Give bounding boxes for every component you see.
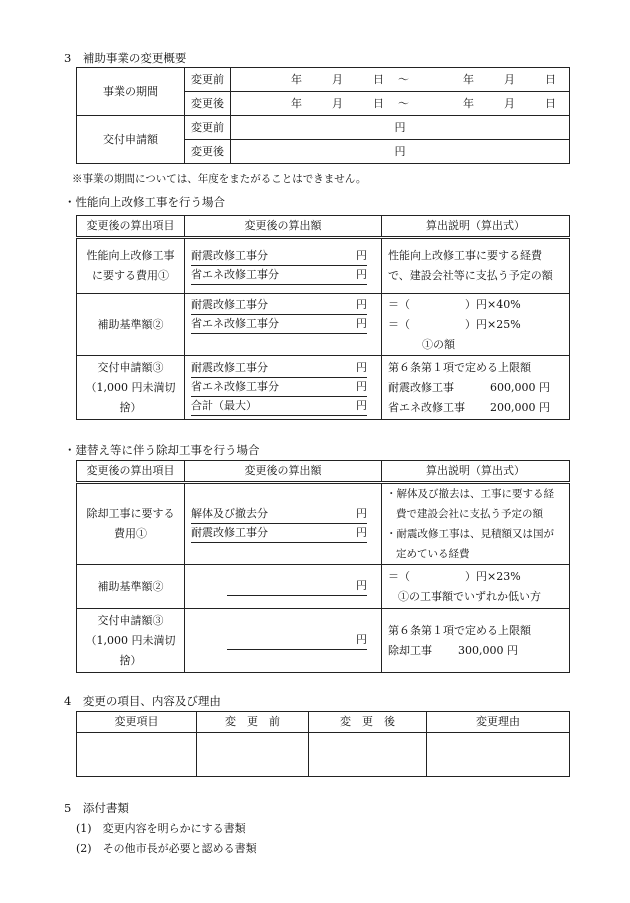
explanation-line: ・解体及び撤去は、工事に要する経 bbox=[386, 488, 554, 500]
label-line: 除却工事に要する bbox=[86, 507, 175, 520]
formula-40: ＝（ ）円×40% bbox=[388, 297, 521, 311]
limit-title: 第６条第１項で定める上限額 bbox=[388, 623, 531, 637]
label-line: （1,000 円未満切 bbox=[85, 633, 176, 647]
yen-unit: 円 bbox=[356, 249, 367, 262]
limit-demolition-label: 除却工事 bbox=[388, 643, 432, 657]
row-cost-amounts bbox=[185, 238, 382, 294]
demolition-label: 解体及び撤去分 bbox=[191, 507, 268, 520]
demolition-table bbox=[76, 460, 570, 673]
col-header-amount: 変更後の算出額 bbox=[185, 216, 382, 238]
yen-unit: 円 bbox=[356, 380, 367, 393]
before-label: 変更前 bbox=[185, 68, 231, 92]
attachment-item-1: (1) 変更内容を明らかにする書類 bbox=[76, 822, 246, 835]
row-standard-amounts bbox=[185, 294, 382, 356]
after-cell[interactable] bbox=[309, 733, 427, 777]
day-unit: 日 bbox=[373, 96, 384, 110]
limit-title: 第６条第１項で定める上限額 bbox=[388, 360, 531, 374]
col-header-item: 変更後の算出項目 bbox=[77, 461, 185, 483]
yen-unit: 円 bbox=[356, 526, 367, 539]
row-demolition-label bbox=[77, 483, 185, 565]
limit-seismic-label: 耐震改修工事 bbox=[388, 380, 454, 394]
col-header-change-item: 変更項目 bbox=[77, 712, 197, 733]
label-line: （1,000 円未満切 bbox=[85, 380, 176, 394]
yen-unit: 円 bbox=[356, 633, 367, 646]
seismic-label: 耐震改修工事分 bbox=[191, 249, 268, 262]
period-label: 事業の期間 bbox=[77, 68, 185, 116]
limit-seismic-value: 600,000 円 bbox=[490, 380, 550, 394]
col-header-reason: 変更理由 bbox=[427, 712, 570, 733]
energy-label: 省エネ改修工事分 bbox=[191, 316, 279, 330]
section-4-title: 4 変更の項目、内容及び理由 bbox=[64, 694, 221, 708]
limit-energy-value: 200,000 円 bbox=[490, 400, 550, 414]
year-unit: 年 bbox=[291, 96, 302, 110]
month-unit: 月 bbox=[332, 72, 343, 86]
explanation-line: 性能向上改修工事に要する経費 bbox=[388, 249, 542, 262]
year-unit: 年 bbox=[463, 96, 474, 110]
label-line: 性能向上改修工事 bbox=[86, 249, 175, 262]
col-header-item: 変更後の算出項目 bbox=[77, 216, 185, 238]
attachment-item-2: (2) その他市長が必要と認める書類 bbox=[76, 842, 257, 855]
col-header-explanation: 算出説明（算出式） bbox=[382, 216, 570, 238]
row-demolition-explanation bbox=[382, 483, 570, 565]
change-items-table bbox=[76, 711, 570, 777]
before-cell[interactable] bbox=[197, 733, 309, 777]
row-cost-label bbox=[77, 238, 185, 294]
before-label: 変更前 bbox=[185, 116, 231, 140]
explanation-line: 定めている経費 bbox=[396, 548, 470, 560]
after-label: 変更後 bbox=[185, 140, 231, 164]
yen-unit: 円 bbox=[356, 361, 367, 374]
tilde: ～ bbox=[398, 96, 409, 110]
section-5-title: 5 添付書類 bbox=[64, 801, 129, 815]
label-line: に要する費用① bbox=[92, 269, 169, 282]
col-header-explanation: 算出説明（算出式） bbox=[382, 461, 570, 483]
explanation-line: で、建設会社等に支払う予定の額 bbox=[388, 269, 553, 282]
label-line: 交付申請額③ bbox=[97, 613, 164, 627]
yen-unit: 円 bbox=[356, 297, 367, 311]
yen-unit: 円 bbox=[356, 579, 367, 592]
formula-23: ＝（ ）円×23% bbox=[388, 569, 521, 583]
row-standard-label: 補助基準額② bbox=[77, 294, 185, 356]
label-line: 捨） bbox=[119, 400, 142, 414]
performance-table bbox=[76, 215, 570, 420]
row-application-amount bbox=[185, 609, 382, 673]
formula-note: ①の額 bbox=[422, 337, 455, 351]
period-after-dates bbox=[231, 92, 570, 116]
year-unit: 年 bbox=[291, 72, 302, 86]
seismic-label: 耐震改修工事分 bbox=[191, 361, 268, 374]
section-3-title: 3 補助事業の変更概要 bbox=[64, 51, 187, 65]
row-standard-amount bbox=[185, 565, 382, 609]
yen-unit: 円 bbox=[356, 316, 367, 330]
label-line: 交付申請額③ bbox=[97, 360, 164, 374]
tilde: ～ bbox=[398, 72, 409, 86]
row-standard-explanation bbox=[382, 565, 570, 609]
energy-label: 省エネ改修工事分 bbox=[191, 380, 279, 393]
row-cost-explanation bbox=[382, 238, 570, 294]
row-standard-label: 補助基準額② bbox=[77, 565, 185, 609]
day-unit: 日 bbox=[545, 96, 556, 110]
period-note: ※事業の期間については、年度をまたがることはできません。 bbox=[72, 173, 367, 185]
seismic-label: 耐震改修工事分 bbox=[191, 297, 268, 311]
month-unit: 月 bbox=[332, 96, 343, 110]
row-demolition-amounts bbox=[185, 483, 382, 565]
table-b-title: ・建替え等に伴う除却工事を行う場合 bbox=[64, 443, 260, 457]
energy-label: 省エネ改修工事分 bbox=[191, 268, 279, 281]
label-line: 費用① bbox=[114, 527, 147, 540]
year-unit: 年 bbox=[463, 72, 474, 86]
change-summary-table bbox=[76, 67, 570, 164]
change-item-cell[interactable] bbox=[77, 733, 197, 777]
period-before-dates bbox=[231, 68, 570, 92]
row-application-explanation bbox=[382, 356, 570, 420]
label-line: 捨） bbox=[119, 653, 142, 667]
day-unit: 日 bbox=[373, 72, 384, 86]
yen-unit: 円 bbox=[356, 268, 367, 281]
amount-after: 円 bbox=[231, 140, 570, 164]
limit-demolition-value: 300,000 円 bbox=[458, 643, 518, 657]
table-a-title: ・性能向上改修工事を行う場合 bbox=[64, 195, 225, 209]
yen-unit: 円 bbox=[356, 507, 367, 520]
application-amount-label: 交付申請額 bbox=[77, 116, 185, 164]
row-application-label bbox=[77, 609, 185, 673]
after-label: 変更後 bbox=[185, 92, 231, 116]
col-header-amount: 変更後の算出額 bbox=[185, 461, 382, 483]
explanation-line: 費で建設会社に支払う予定の額 bbox=[396, 508, 543, 520]
explanation-line: ・耐震改修工事は、見積額又は国が bbox=[386, 528, 554, 540]
formula-note: ①の工事額でいずれか低い方 bbox=[398, 589, 541, 603]
seismic-label: 耐震改修工事分 bbox=[191, 526, 268, 539]
row-standard-explanation bbox=[382, 294, 570, 356]
month-unit: 月 bbox=[504, 72, 515, 86]
row-application-explanation bbox=[382, 609, 570, 673]
limit-energy-label: 省エネ改修工事 bbox=[388, 400, 465, 414]
reason-cell[interactable] bbox=[427, 733, 570, 777]
total-label: 合計（最大） bbox=[191, 399, 257, 412]
amount-before: 円 bbox=[231, 116, 570, 140]
formula-25: ＝（ ）円×25% bbox=[388, 317, 521, 331]
row-application-label bbox=[77, 356, 185, 420]
month-unit: 月 bbox=[504, 96, 515, 110]
row-application-amounts bbox=[185, 356, 382, 420]
col-header-after: 変 更 後 bbox=[309, 712, 427, 733]
yen-unit: 円 bbox=[356, 399, 367, 412]
day-unit: 日 bbox=[545, 72, 556, 86]
col-header-before: 変 更 前 bbox=[197, 712, 309, 733]
